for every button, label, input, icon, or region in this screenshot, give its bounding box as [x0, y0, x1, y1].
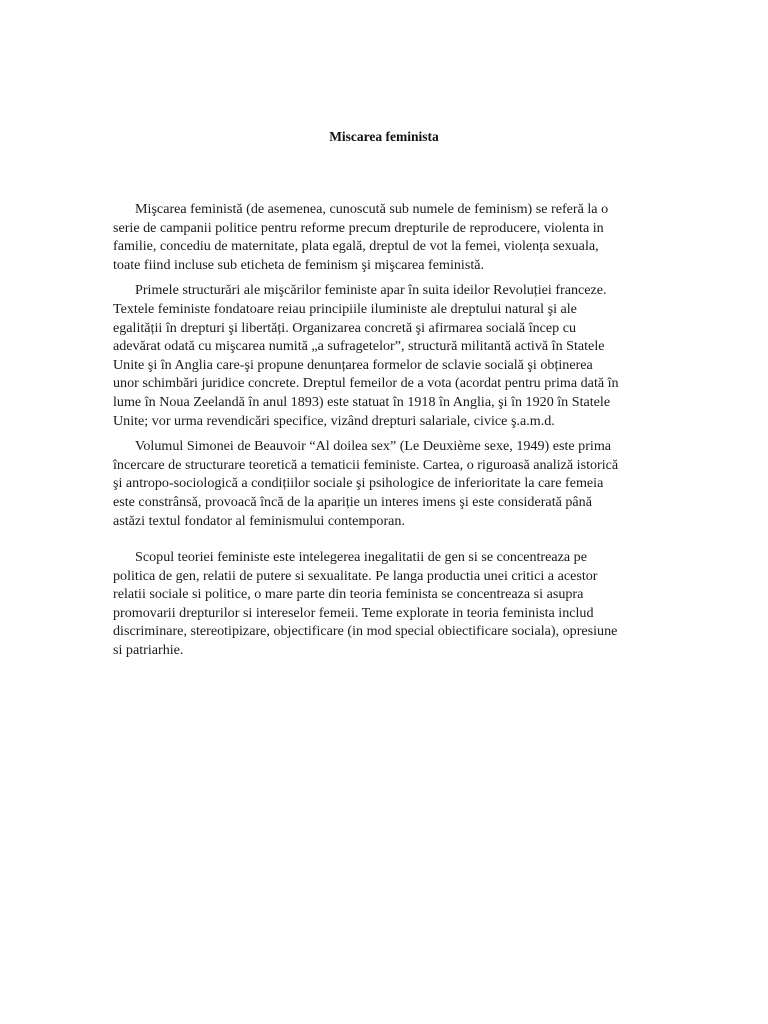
paragraph-definition: Mişcarea feministă (de asemenea, cunoscută sub numele de feminism) se referă la o serie de campanii politice pentru reforme precum drepturile de reproducere, violenta in familie, concediu de maternitate, plata egală, dreptul de vot la femei, violența sexuala, toate fiind incluse sub eticheta de feminism şi mişcarea feministă. — [113, 201, 609, 273]
paragraph-beauvoir: Volumul Simonei de Beauvoir “Al doilea sex” (Le Deuxième sexe, 1949) este prima încercare de structurare teoretică a tematicii feministe. Cartea, o riguroasă analiză istorică şi antropo-sociologică a condițiilor sociale şi psihologice de inferioritate la care femeia este constrânsă, provoacă încă de la apariție un interes imens şi este considerată până astăzi textul fondator al feminismului contemporan. — [113, 438, 619, 529]
document-title: Miscarea feminista — [329, 129, 439, 144]
paragraph-theory: Scopul teoriei feministe este intelegerea inegalitatii de gen si se concentreaza pe politica de gen, relatii de putere si sexualitate. Pe langa productia unei critici a acestor relatii sociale si politice, o mare parte din teoria feminista se concentreaza si asupra promovarii drepturilor si intereselor femeii. Teme explorate in teoria feminista includ discriminare, stereotipizare, objectificare (in mod special obiectificare sociala), opresiune si patriarhie. — [113, 549, 618, 659]
paragraph-history: Primele structurări ale mişcărilor feministe apar în suita ideilor Revoluției franceze. Textele feministe fondatoare reiau principiile iluministe ale dreptului natural şi ale egalității în drepturi şi libertăți. Organizarea concretă şi afirmarea socială încep cu adevărat odată cu mişcarea numită „a sufragetelor”, structură militantă activă în Statele Unite şi în Anglia care-şi propune denunțarea formelor de sclavie socială şi obținerea unor schimbări juridice concrete. Dreptul femeilor de a vota (acordat pentru prima dată în lume în Noua Zeelandă în anul 1893) este statuat în 1918 în Anglia, şi în 1920 în Statele Unite; vor urma revendicări specifice, vizând drepturi salariale, civice ş.a.m.d. — [113, 282, 619, 429]
document-body — [113, 200, 658, 667]
